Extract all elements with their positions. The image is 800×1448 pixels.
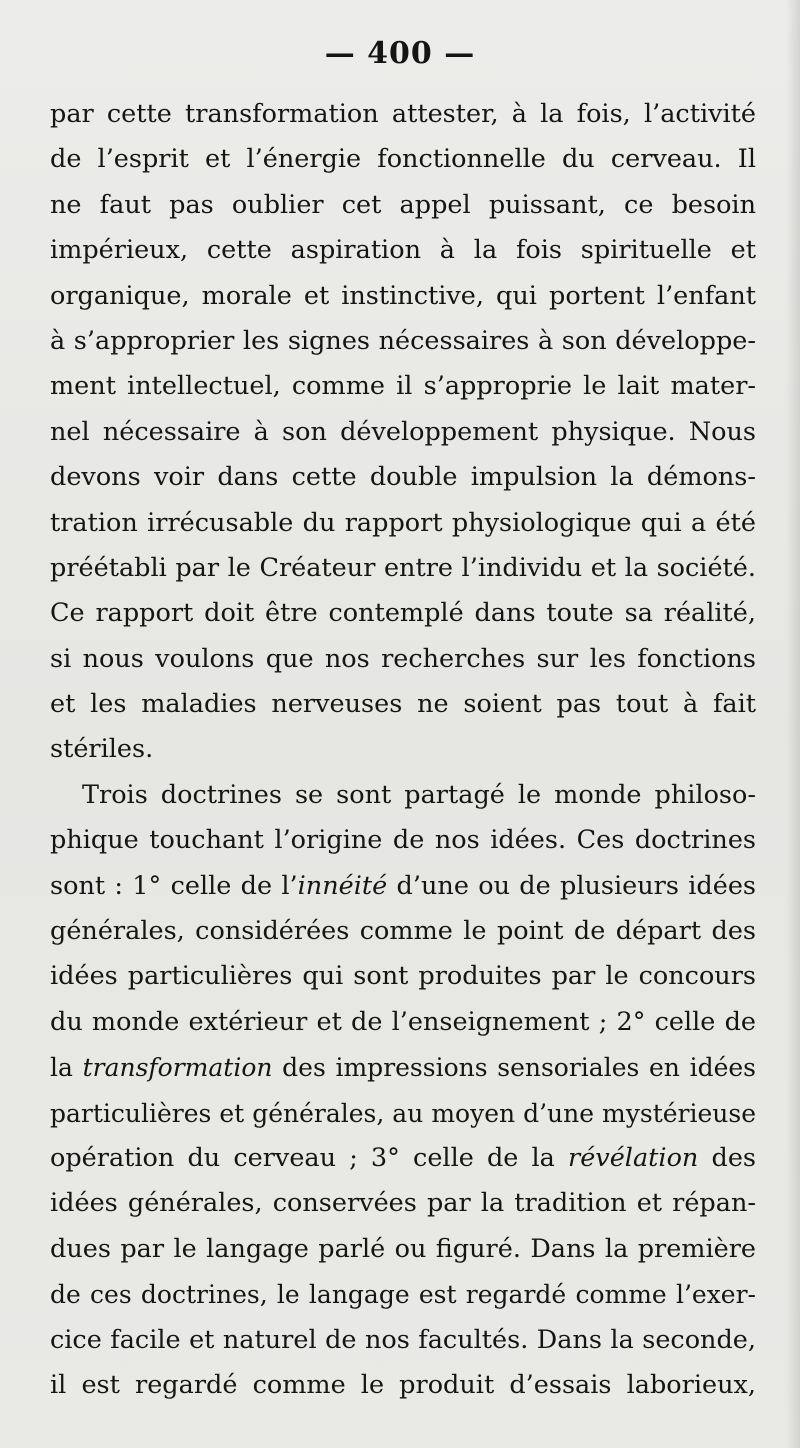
text-segment: d’une ou de plusieurs idées xyxy=(387,870,756,901)
text-line: tration irrécusable du rapport physiologique qui a été xyxy=(50,507,756,538)
text-line: préétabli par le Créateur entre l’individu et la société. xyxy=(50,552,756,583)
text-line: Trois doctrines se sont partagé le monde philoso- xyxy=(82,779,756,810)
text-line: de ces doctrines, le langage est regardé comme l’exer- xyxy=(50,1280,756,1310)
text-line xyxy=(50,1045,756,1090)
text-line: organique, morale et instinctive, qui portent l’enfant xyxy=(50,280,756,311)
text-line: du monde extérieur et de l’enseignement ; 2° celle de xyxy=(50,1006,756,1037)
text-line: si nous voulons que nos recherches sur les fonctions xyxy=(50,643,756,674)
text-line: de l’esprit et l’énergie fonctionnelle du cerveau. Il xyxy=(50,144,756,175)
text-line: stériles. xyxy=(50,734,154,765)
text-line: ment intellectuel, comme il s’approprie le lait mater- xyxy=(50,371,756,402)
text-line xyxy=(50,864,756,909)
italic-term: révélation xyxy=(568,1142,699,1173)
text-segment: opération du cerveau ; 3° celle de la xyxy=(50,1142,569,1173)
text-line: et les maladies nerveuses ne soient pas tout à fait xyxy=(50,689,756,720)
text-line: il est regardé comme le produit d’essais laborieux, xyxy=(50,1369,756,1400)
text-segment: la xyxy=(50,1053,83,1083)
text-line: phique touchant l’origine de nos idées. Ces doctrines xyxy=(50,825,756,856)
text-line: générales, considérées comme le point de départ des xyxy=(50,916,756,947)
text-line: nel nécessaire à son développement physique. Nous xyxy=(50,416,756,447)
text-line: à s’approprier les signes nécessaires à son développe- xyxy=(50,325,756,356)
text-line: ne faut pas oublier cet appel puissant, ce besoin xyxy=(50,189,756,220)
italic-term: transformation xyxy=(82,1053,273,1083)
text-segment: des impressions sensoriales en idées xyxy=(272,1053,756,1083)
page-number-header: — 400 — xyxy=(324,36,476,71)
text-line: dues par le langage parlé ou figuré. Dans la première xyxy=(50,1233,756,1264)
text-line: particulières et générales, au moyen d’une mystérieuse xyxy=(50,1098,756,1128)
text-line: idées générales, conservées par la tradition et répan- xyxy=(50,1188,756,1219)
italic-term: innéité xyxy=(297,870,388,901)
text-line: idées particulières qui sont produites par le concours xyxy=(50,961,756,992)
page-edge-shadow xyxy=(786,0,800,1448)
text-line: impérieux, cette aspiration à la fois spirituelle et xyxy=(50,235,756,266)
text-line: devons voir dans cette double impulsion la démons- xyxy=(50,462,756,493)
text-line xyxy=(50,1136,756,1181)
text-line: cice facile et naturel de nos facultés. Dans la seconde, xyxy=(50,1324,756,1355)
body-text xyxy=(50,92,756,1408)
text-segment: sont : 1° celle de l’ xyxy=(50,870,298,901)
text-line: Ce rapport doit être contemplé dans toute sa réalité, xyxy=(50,598,756,629)
text-segment: des xyxy=(698,1142,756,1173)
text-line: par cette transformation attester, à la fois, l’activité xyxy=(50,99,756,129)
